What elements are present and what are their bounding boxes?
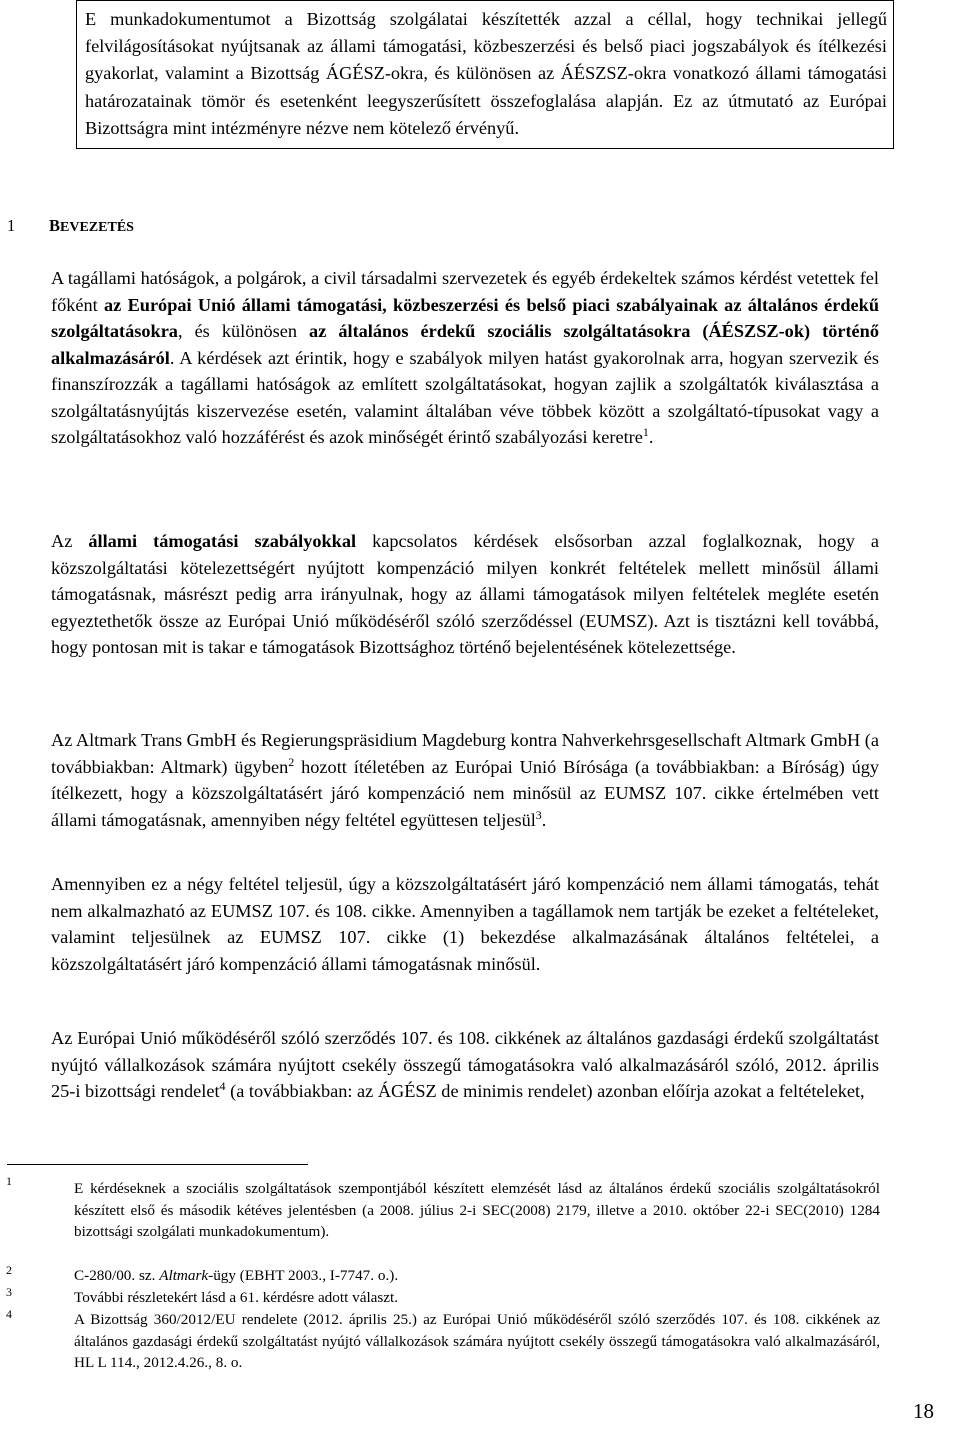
p1-text-c: , és különösen [177,321,310,341]
footnote-ref-1[interactable]: 1 [642,424,649,439]
paragraph-3 [51,727,879,833]
p2-text-c: kapcsolatos kérdések elsősorban azzal foglalkoznak, hogy a közszolgáltatási kötelezettségért nyújtott kompenzáció milyen konkrét feltételek mellett minősül állami támogatásnak, másrészt pedig arra irányulnak, hogy az állami támogatások milyen feltételek megléte esetén egyeztethetők össze az Európai Unió működéséről szóló szerződéssel (EUMSZ). Azt is tisztázni kell továbbá, hogy pontosan mit is takar e támogatások Bizottsághoz történő bejelentésének kötelezettsége. [51,531,879,657]
footnote-4: A Bizottság 360/2012/EU rendelete (2012. április 25.) az Európai Unió működéséről szóló szerződés 107. és 108. cikkének az általános gazdasági érdekű szolgáltatást nyújtó vállalkozások számára nyújtott csekély összegű támogatásokra való alkalmazásáról, HL L 114., 2012.4.26., 8. o. [74,1311,880,1372]
p3-text-c: . [541,809,547,830]
footnote-ref-3[interactable]: 3 [535,807,542,822]
paragraph-4: Amennyiben ez a négy feltétel teljesül, úgy a közszolgáltatásért járó kompenzáció nem állami támogatás, tehát nem alkalmazható az EUMSZ 107. és 108. cikke. Amennyiben a tagállamok nem tartják be ezeket a feltételeket, valamint teljesülnek az EUMSZ 107. cikke (1) bekezdése alkalmazásának általános feltételei, a közszolgáltatásért járó kompenzáció állami támogatásnak minősül. [51,874,879,974]
p5-text-a: Az Európai Unió működéséről szóló szerződés 107. és 108. cikkének az általános gazdasági érdekű szolgáltatást nyújtó vállalkozások számára nyújtott csekély összegű támogatásokra való alkalmazásáról szóló, 2012. április 25-i bizottsági rendelet [51,1028,879,1101]
disclaimer-box [76,0,894,149]
paragraph-1 [51,265,879,451]
section-heading [7,216,134,236]
p1-bold-2: az általános érdekű szociális szolgáltatásokra (ÁÉSZSZ-ok) történő alkalmazásáról [51,321,879,368]
page-number: 18 [913,1399,934,1423]
footnote-2-italic: Altmark [159,1267,209,1284]
footnote-number-3: 3 [6,1285,12,1299]
footnote-number-2: 2 [6,1263,12,1277]
footnote-3: További részletekért lásd a 61. kérdésre adott választ. [74,1289,399,1306]
p1-text-e: . [648,427,654,447]
p1-text-a: A tagállami hatóságok, a polgárok, a civil társadalmi szervezetek és egyéb érdekeltek számos kérdést vetettek fel főként [51,268,879,315]
footnote-2-text-b: -ügy (EBHT 2003., I-7747. o.). [208,1267,399,1284]
p2-text-a: Az [51,531,89,551]
paragraph-2 [51,528,879,661]
section-title-initial: B [49,216,61,235]
p5-text-b: (a továbbiakban: az ÁGÉSZ de minimis rendelet) azonban előírja azokat a feltételeket, [225,1081,865,1101]
section-title-rest: EVEZETÉS [60,220,134,235]
footnote-separator [7,1164,308,1165]
footnote-number-1: 1 [6,1174,12,1188]
footnote-1: E kérdéseknek a szociális szolgáltatások szempontjából készített elemzését lásd az általános érdekű szociális szolgáltatásokról készített első és második kétéves jelentésben (a 2008. július 2-i SEC(2008) 2179, illetve a 2010. október 22-i SEC(2010) 1284 bizottsági szolgálati munkadokumentum). [74,1180,880,1241]
footnote-2 [74,1265,880,1287]
section-number: 1 [7,216,16,235]
p1-text-d: . A kérdések azt érintik, hogy e szabályok milyen hatást gyakorolnak arra, hogyan szervezik és finanszírozzák a tagállami hatóságok az említett szolgáltatásokat, hogyan zajlik a szolgáltatók kiválasztása a szolgáltatásnyújtás kiszervezése esetén, valamint általában véve többek között a szolgáltató-típusokat vagy a szolgáltatásokhoz való hozzáférést és azok minőségét érintő szabályozási keretre [51,347,879,447]
p3-text-b: hozott ítéletében az Európai Unió Bírósága (a továbbiakban: a Bíróság) úgy ítélkezett, hogy a közszolgáltatásért járó kompenzáció nem minősül az EUMSZ 107. cikke értelmében vett állami támogatásnak, amennyiben négy feltétel együttesen teljesül [51,756,879,830]
footnote-number-4: 4 [6,1307,12,1321]
footnote-2-text-a: C-280/00. sz. [74,1267,160,1284]
footnote-ref-4[interactable]: 4 [219,1078,226,1093]
disclaimer-text: E munkadokumentumot a Bizottság szolgálatai készítették azzal a céllal, hogy technikai jellegű felvilágosításokat nyújtsanak az állami támogatási, közbeszerzési és belső piaci jogszabályok és ítélkezési gyakorlat, valamint a Bizottság ÁGÉSZ-okra, és különösen az ÁÉSZSZ-okra vonatkozó állami támogatási határozatainak tömör és esetenként leegyszerűsített összefoglalása alapján. Ez az útmutató az Európai Bizottságra mint intézményre nézve nem kötelező érvényű. [85,9,887,138]
p3-text-a: Az Altmark Trans GmbH és Regierungspräsidium Magdeburg kontra Nahverkehrsgesellschaft Altmark GmbH (a továbbiakban: Altmark) ügyben [51,730,879,777]
p1-bold-1: az Európai Unió állami támogatási, közbeszerzési és belső piaci szabályainak az általános érdekű szolgáltatásokra [51,294,879,341]
paragraph-5 [51,1025,879,1105]
footnote-ref-2[interactable]: 2 [288,754,295,769]
p2-bold: állami támogatási szabályokkal [88,531,357,551]
